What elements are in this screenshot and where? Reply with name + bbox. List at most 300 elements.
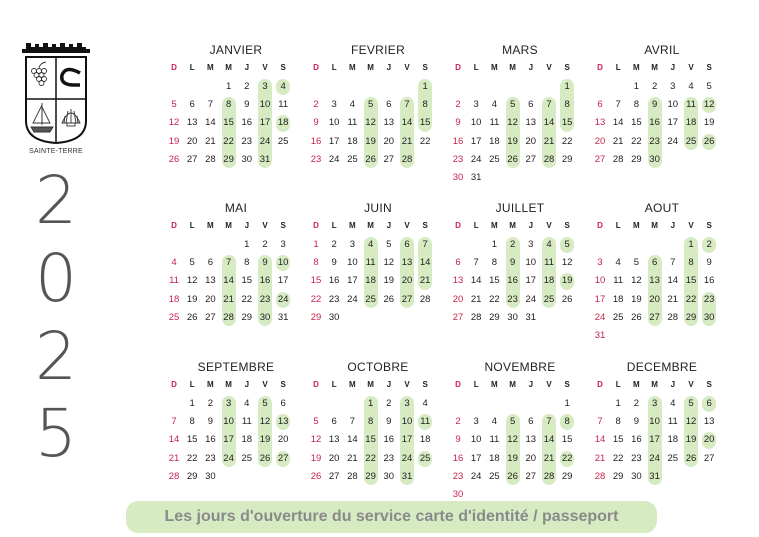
calendar-day: 12 bbox=[383, 257, 395, 269]
month-name: AOUT bbox=[644, 201, 680, 215]
weekday-header: M bbox=[367, 221, 374, 230]
calendar-day: 16 bbox=[452, 452, 464, 464]
calendar-day: 23 bbox=[310, 153, 322, 165]
calendar-day: 24 bbox=[328, 153, 340, 165]
calendar-day: 14 bbox=[612, 117, 624, 129]
calendar-day: 12 bbox=[631, 275, 642, 287]
calendar-day: 7 bbox=[349, 416, 356, 428]
calendar-day-open: 8 bbox=[225, 99, 232, 111]
calendar-day: 19 bbox=[631, 293, 642, 305]
calendar-day-open: 28 bbox=[543, 470, 555, 482]
weekday-header: S bbox=[564, 221, 570, 230]
calendar-day-open: 1 bbox=[688, 239, 694, 250]
calendar-day: 7 bbox=[597, 416, 603, 428]
calendar-day: 25 bbox=[241, 452, 253, 464]
calendar-day: 18 bbox=[241, 434, 253, 446]
weekday-header: D bbox=[455, 63, 461, 72]
calendar-day: 20 bbox=[594, 135, 606, 147]
weekday-header: L bbox=[473, 63, 479, 72]
calendar-day: 9 bbox=[633, 416, 640, 428]
calendar-day-open: 12 bbox=[507, 117, 518, 129]
calendar-day-open: 4 bbox=[367, 239, 374, 250]
calendar-day: 24 bbox=[470, 153, 482, 165]
calendar-day: 30 bbox=[241, 153, 253, 165]
calendar-day: 28 bbox=[168, 470, 180, 482]
weekday-header: L bbox=[189, 63, 195, 72]
weekday-header: D bbox=[313, 63, 319, 72]
calendar-day-open: 31 bbox=[401, 470, 413, 482]
weekday-header: M bbox=[491, 221, 498, 230]
calendar-day: 18 bbox=[419, 434, 431, 446]
calendar-day: 13 bbox=[452, 275, 464, 287]
calendar-day: 12 bbox=[561, 257, 573, 269]
calendar-day-open: 14 bbox=[419, 257, 431, 269]
calendar-day: 21 bbox=[168, 452, 180, 464]
calendar-day: 17 bbox=[667, 117, 679, 129]
calendar-day-open: 25 bbox=[419, 452, 431, 464]
calendar-day: 29 bbox=[631, 153, 642, 165]
weekday-header: D bbox=[597, 221, 603, 230]
calendar-day: 2 bbox=[244, 81, 250, 92]
weekday-header: D bbox=[171, 63, 177, 72]
calendar-day: 8 bbox=[491, 257, 498, 269]
calendar-day-open: 8 bbox=[564, 99, 570, 111]
calendar-day-open: 4 bbox=[280, 81, 286, 92]
calendar-day: 30 bbox=[328, 311, 340, 323]
weekday-header: V bbox=[688, 221, 694, 230]
calendar-day: 19 bbox=[186, 293, 198, 305]
calendar-day: 3 bbox=[349, 239, 356, 250]
weekday-header: S bbox=[706, 63, 712, 72]
month-mars bbox=[449, 43, 591, 213]
calendar-day: 17 bbox=[525, 275, 537, 287]
sidebar bbox=[0, 0, 150, 537]
calendar-day: 27 bbox=[525, 470, 537, 482]
weekday-header: M bbox=[491, 63, 498, 72]
calendar-day: 30 bbox=[383, 470, 395, 482]
calendar-day: 29 bbox=[612, 470, 624, 482]
calendar-day: 8 bbox=[244, 257, 250, 269]
weekday-header: L bbox=[615, 63, 621, 72]
calendar-day: 5 bbox=[313, 416, 319, 428]
calendar-day: 3 bbox=[473, 99, 479, 111]
calendar-day-open: 14 bbox=[543, 117, 555, 129]
calendar-day: 29 bbox=[561, 153, 573, 165]
calendar-day-open: 24 bbox=[223, 452, 234, 464]
calendar-day-open: 14 bbox=[543, 434, 555, 446]
calendar-day-open: 19 bbox=[507, 452, 518, 464]
calendar-day-open: 24 bbox=[277, 293, 289, 305]
calendar-day: 17 bbox=[328, 135, 340, 147]
calendar-day: 16 bbox=[383, 434, 395, 446]
calendar-day: 2 bbox=[455, 416, 461, 428]
calendar-day: 4 bbox=[171, 257, 177, 269]
calendar-day-open: 10 bbox=[277, 257, 289, 269]
calendar-day: 13 bbox=[525, 434, 537, 446]
weekday-header: M bbox=[207, 380, 214, 389]
calendar-day: 17 bbox=[470, 452, 482, 464]
calendar-day: 7 bbox=[670, 257, 676, 269]
calendar-day: 20 bbox=[383, 135, 395, 147]
weekday-header: V bbox=[262, 221, 268, 230]
calendar-day: 7 bbox=[207, 99, 214, 111]
calendar-day-open: 9 bbox=[262, 257, 268, 269]
calendar-day: 27 bbox=[205, 311, 216, 323]
weekday-header: L bbox=[473, 380, 479, 389]
calendar-day: 9 bbox=[244, 99, 250, 111]
weekday-header: L bbox=[615, 221, 621, 230]
calendar-day: 14 bbox=[594, 434, 606, 446]
calendar-day-open: 19 bbox=[561, 275, 573, 287]
calendar-day: 19 bbox=[703, 117, 715, 129]
calendar-day-open: 3 bbox=[262, 81, 268, 92]
calendar-day: 6 bbox=[386, 99, 392, 111]
calendar-day-open: 4 bbox=[546, 239, 552, 250]
calendar-day-open: 17 bbox=[259, 117, 271, 129]
weekday-header: L bbox=[331, 380, 337, 389]
calendar-day: 5 bbox=[171, 99, 177, 111]
calendar-day: 22 bbox=[310, 293, 322, 305]
weekday-header: J bbox=[670, 380, 676, 389]
calendar-day: 15 bbox=[186, 434, 198, 446]
calendar-day: 10 bbox=[328, 117, 340, 129]
calendar-day-open: 14 bbox=[401, 117, 413, 129]
calendar-day: 23 bbox=[328, 293, 340, 305]
calendar-day: 27 bbox=[452, 311, 464, 323]
calendar-day-open: 29 bbox=[223, 153, 234, 165]
calendar-day: 19 bbox=[383, 275, 395, 287]
calendar-day: 2 bbox=[633, 398, 640, 409]
calendar-day: 28 bbox=[470, 311, 482, 323]
weekday-header: S bbox=[422, 221, 428, 230]
calendar-day: 6 bbox=[189, 99, 195, 111]
weekday-header: D bbox=[597, 380, 603, 389]
calendar-day-open: 7 bbox=[225, 257, 232, 269]
weekday-header: M bbox=[367, 63, 374, 72]
calendar-day: 20 bbox=[328, 452, 340, 464]
calendar-day-open: 18 bbox=[685, 117, 697, 129]
month-name: OCTOBRE bbox=[347, 360, 409, 374]
calendar-day: 17 bbox=[347, 275, 358, 287]
calendar-day-open: 29 bbox=[685, 311, 697, 323]
calendar-day: 29 bbox=[489, 311, 500, 323]
calendar-day: 7 bbox=[171, 416, 177, 428]
calendar-day-open: 10 bbox=[223, 416, 234, 428]
calendar-day: 16 bbox=[310, 135, 322, 147]
calendar-day: 8 bbox=[313, 257, 319, 269]
month-name: MAI bbox=[224, 201, 248, 215]
calendar-day: 27 bbox=[328, 470, 340, 482]
calendar-day-open: 3 bbox=[651, 398, 658, 409]
calendar-day: 11 bbox=[613, 275, 624, 287]
calendar-day: 29 bbox=[310, 311, 322, 323]
weekday-header: M bbox=[633, 63, 640, 72]
month-name: NOVEMBRE bbox=[484, 360, 556, 374]
calendar-day: 10 bbox=[594, 275, 606, 287]
calendar-day-open: 31 bbox=[259, 153, 271, 165]
calendar-day: 28 bbox=[347, 470, 358, 482]
calendar-day: 10 bbox=[470, 434, 482, 446]
calendar-day: 6 bbox=[331, 416, 337, 428]
calendar-day: 27 bbox=[186, 153, 198, 165]
calendar-day: 21 bbox=[205, 135, 216, 147]
calendar-day-open: 23 bbox=[703, 293, 715, 305]
calendar-day: 15 bbox=[241, 275, 253, 287]
calendar-day-open: 25 bbox=[685, 135, 697, 147]
calendar-day: 12 bbox=[186, 275, 198, 287]
calendar-day: 1 bbox=[244, 239, 250, 250]
calendar-day: 9 bbox=[455, 434, 461, 446]
calendar-day: 28 bbox=[205, 153, 216, 165]
calendar-day-open: 15 bbox=[561, 117, 573, 129]
calendar-day: 10 bbox=[525, 257, 537, 269]
weekday-header: V bbox=[688, 63, 694, 72]
calendar-day: 1 bbox=[564, 398, 570, 409]
calendar-day: 8 bbox=[615, 416, 621, 428]
calendar-day-open: 12 bbox=[507, 434, 518, 446]
weekday-header: S bbox=[564, 380, 570, 389]
calendar-day: 16 bbox=[328, 275, 340, 287]
calendar-day-open: 23 bbox=[259, 293, 271, 305]
calendar-day: 18 bbox=[347, 135, 358, 147]
calendar-day: 22 bbox=[186, 452, 198, 464]
weekday-header: V bbox=[546, 221, 552, 230]
calendar-day: 2 bbox=[651, 81, 658, 92]
weekday-header: M bbox=[509, 221, 516, 230]
calendar-day: 26 bbox=[383, 293, 395, 305]
calendar-day: 1 bbox=[313, 239, 319, 250]
weekday-header: M bbox=[207, 63, 214, 72]
calendar-day: 27 bbox=[383, 153, 395, 165]
weekday-header: J bbox=[528, 63, 534, 72]
calendar-day-open: 30 bbox=[703, 311, 715, 323]
weekday-header: D bbox=[455, 380, 461, 389]
calendar-day: 25 bbox=[612, 311, 624, 323]
weekday-header: M bbox=[491, 380, 498, 389]
calendar-day: 25 bbox=[277, 135, 289, 147]
calendar-day-open: 5 bbox=[367, 99, 374, 111]
weekday-header: S bbox=[706, 380, 712, 389]
weekday-header: D bbox=[455, 221, 461, 230]
weekday-header: M bbox=[633, 221, 640, 230]
calendar-day: 20 bbox=[277, 434, 289, 446]
calendar-day: 11 bbox=[489, 434, 500, 446]
calendar-day-open: 11 bbox=[544, 257, 554, 269]
calendar-day: 18 bbox=[168, 293, 180, 305]
calendar-day: 25 bbox=[347, 153, 358, 165]
year-digit-4: 5 bbox=[35, 395, 77, 472]
calendar-day-open: 22 bbox=[685, 293, 697, 305]
calendar-day: 11 bbox=[667, 416, 678, 428]
calendar-day: 14 bbox=[667, 275, 679, 287]
calendar-day: 6 bbox=[528, 99, 534, 111]
calendar-day: 29 bbox=[561, 470, 573, 482]
calendar-day: 4 bbox=[670, 398, 676, 409]
calendar-day-open: 29 bbox=[365, 470, 376, 482]
calendar-day-open: 22 bbox=[365, 452, 376, 464]
weekday-header: M bbox=[225, 63, 232, 72]
calendar-day-open: 18 bbox=[365, 275, 376, 287]
calendar-day: 29 bbox=[241, 311, 253, 323]
calendar-day: 11 bbox=[278, 99, 289, 111]
calendar-day: 21 bbox=[594, 452, 606, 464]
calendar-day-open: 17 bbox=[649, 434, 660, 446]
weekday-header: J bbox=[244, 221, 250, 230]
month-mai bbox=[165, 201, 307, 371]
weekday-header: S bbox=[280, 221, 286, 230]
calendar-day: 16 bbox=[241, 117, 253, 129]
weekday-header: S bbox=[422, 63, 428, 72]
weekday-header: L bbox=[615, 380, 621, 389]
calendar-day: 6 bbox=[528, 416, 534, 428]
calendar-day-open: 8 bbox=[422, 99, 428, 111]
coat-of-arms-icon bbox=[22, 43, 90, 147]
calendar-day: 3 bbox=[597, 257, 603, 269]
calendar-day-open: 26 bbox=[703, 135, 715, 147]
calendar-day: 24 bbox=[470, 470, 482, 482]
weekday-header: M bbox=[633, 380, 640, 389]
calendar-day-open: 11 bbox=[686, 99, 696, 111]
calendar-day: 24 bbox=[525, 293, 537, 305]
calendar-day: 4 bbox=[349, 99, 356, 111]
calendar-day: 20 bbox=[525, 135, 537, 147]
calendar-day: 31 bbox=[470, 172, 482, 183]
calendar-day-open: 19 bbox=[507, 135, 518, 147]
weekday-header: J bbox=[244, 380, 250, 389]
calendar-day-open: 23 bbox=[649, 135, 660, 147]
calendar-day-open: 26 bbox=[507, 153, 518, 165]
calendar-day: 13 bbox=[703, 416, 715, 428]
calendar-day: 8 bbox=[189, 416, 195, 428]
calendar-day-open: 24 bbox=[401, 452, 413, 464]
calendar-day: 20 bbox=[452, 293, 464, 305]
calendar-day: 24 bbox=[347, 293, 358, 305]
calendar-day: 25 bbox=[489, 470, 500, 482]
weekday-header: V bbox=[404, 380, 410, 389]
calendar-day-open: 1 bbox=[422, 81, 428, 92]
calendar-day-open: 12 bbox=[259, 416, 271, 428]
month-name: FEVRIER bbox=[350, 43, 406, 57]
calendar-day-open: 30 bbox=[649, 153, 660, 165]
calendar-day-open: 15 bbox=[365, 434, 376, 446]
weekday-header: V bbox=[404, 221, 410, 230]
weekday-header: L bbox=[331, 63, 337, 72]
calendar-day-open: 25 bbox=[543, 293, 555, 305]
calendar-day: 22 bbox=[489, 293, 500, 305]
calendar-day: 21 bbox=[667, 293, 679, 305]
calendar-day: 20 bbox=[525, 452, 537, 464]
calendar-day: 9 bbox=[386, 416, 392, 428]
calendar-day: 2 bbox=[262, 239, 268, 250]
calendar-day: 24 bbox=[594, 311, 606, 323]
calendar-day-open: 5 bbox=[688, 398, 694, 409]
calendar-day-open: 9 bbox=[509, 257, 516, 269]
calendar-day-open: 25 bbox=[365, 293, 376, 305]
weekday-header: M bbox=[367, 380, 374, 389]
weekday-header: J bbox=[528, 221, 534, 230]
calendar-day: 30 bbox=[452, 172, 464, 183]
calendar-day: 24 bbox=[667, 135, 679, 147]
weekday-header: M bbox=[207, 221, 214, 230]
calendar-day: 31 bbox=[277, 311, 289, 323]
calendar-day: 10 bbox=[667, 99, 679, 111]
weekday-header: J bbox=[244, 63, 250, 72]
calendar-day-open: 14 bbox=[223, 275, 234, 287]
calendar-day: 23 bbox=[383, 452, 395, 464]
calendar-day-open: 7 bbox=[546, 416, 552, 428]
calendar-day: 30 bbox=[205, 470, 216, 482]
weekday-header: M bbox=[509, 380, 516, 389]
calendar-day: 26 bbox=[561, 293, 573, 305]
calendar-day: 2 bbox=[331, 239, 337, 250]
calendar-day: 15 bbox=[310, 275, 322, 287]
weekday-header: L bbox=[189, 221, 195, 230]
weekday-header: V bbox=[546, 380, 552, 389]
weekday-header: V bbox=[262, 380, 268, 389]
calendar-day: 4 bbox=[491, 416, 498, 428]
weekday-header: M bbox=[651, 63, 658, 72]
weekday-header: D bbox=[313, 221, 319, 230]
calendar-day: 16 bbox=[703, 275, 715, 287]
weekday-header: S bbox=[564, 63, 570, 72]
calendar-day-open: 28 bbox=[223, 311, 234, 323]
calendar-day-open: 26 bbox=[685, 452, 697, 464]
calendar-day-open: 5 bbox=[564, 239, 570, 250]
calendar-day-open: 11 bbox=[420, 416, 431, 428]
calendar-day: 28 bbox=[612, 153, 624, 165]
calendar-day: 4 bbox=[491, 99, 498, 111]
calendar-day: 21 bbox=[612, 135, 624, 147]
calendar-day: 26 bbox=[310, 470, 322, 482]
calendar-day: 10 bbox=[470, 117, 482, 129]
calendar-day: 6 bbox=[207, 257, 214, 269]
weekday-header: L bbox=[473, 221, 479, 230]
calendar-day: 17 bbox=[470, 135, 482, 147]
calendar-day-open: 21 bbox=[401, 135, 413, 147]
calendar-day: 7 bbox=[473, 257, 479, 269]
calendar-day: 13 bbox=[594, 117, 606, 129]
calendar-day: 14 bbox=[470, 275, 482, 287]
calendar-day: 29 bbox=[186, 470, 198, 482]
calendar-day: 13 bbox=[328, 434, 340, 446]
weekday-header: D bbox=[313, 380, 319, 389]
calendar-day-open: 19 bbox=[685, 434, 697, 446]
calendar-day: 9 bbox=[706, 257, 712, 269]
calendar-day-open: 24 bbox=[259, 135, 271, 147]
month-name: MARS bbox=[502, 43, 538, 57]
weekday-header: J bbox=[386, 221, 392, 230]
calendar-day: 23 bbox=[241, 135, 253, 147]
calendar-day: 15 bbox=[561, 434, 573, 446]
weekday-header: S bbox=[422, 380, 428, 389]
calendar-day: 12 bbox=[310, 434, 322, 446]
calendar-day-open: 26 bbox=[507, 470, 518, 482]
calendar-day: 26 bbox=[186, 311, 198, 323]
weekday-header: J bbox=[386, 380, 392, 389]
calendar-day-open: 13 bbox=[649, 275, 660, 287]
weekday-header: M bbox=[509, 63, 516, 72]
month-name: JUIN bbox=[364, 201, 392, 215]
weekday-header: L bbox=[189, 380, 195, 389]
calendar-day: 11 bbox=[241, 416, 252, 428]
calendar-day-open: 3 bbox=[225, 398, 232, 409]
town-name: SAINTE-TERRE bbox=[29, 148, 83, 155]
calendar-day: 30 bbox=[507, 311, 518, 323]
calendar-day-open: 26 bbox=[365, 153, 376, 165]
weekday-header: M bbox=[349, 63, 356, 72]
month-name: JUILLET bbox=[495, 201, 545, 215]
calendar-day: 13 bbox=[525, 117, 537, 129]
